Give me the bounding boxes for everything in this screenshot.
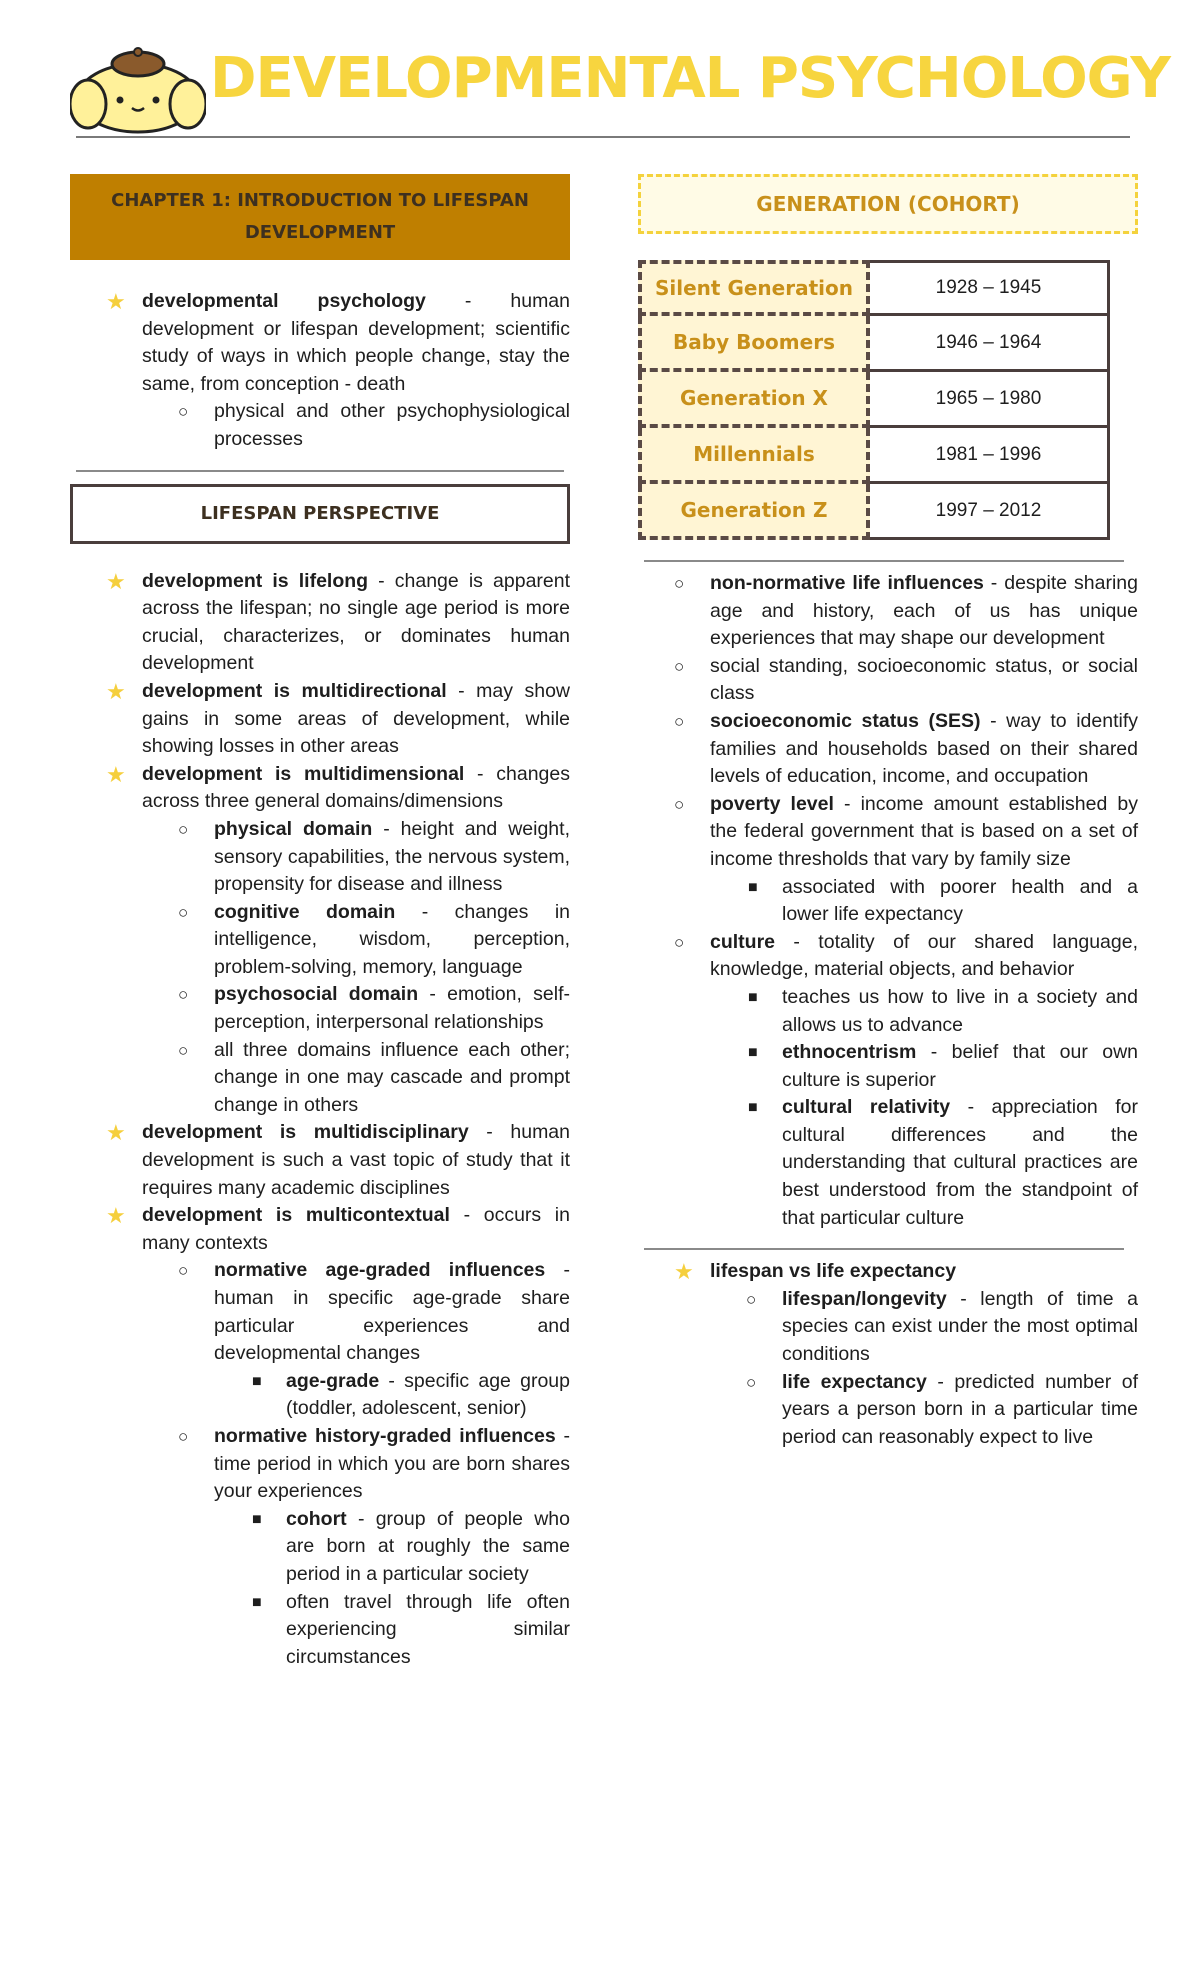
- list-item: ○ non-normative life influences - despite sharing age and history, each of us has unique experiences that may shape our development: [674, 572, 1138, 650]
- circle-bullet-icon: ○: [674, 794, 685, 814]
- list-item: ○ poverty level - income amount established by the federal government that is based on a set of income thresholds that vary by family size ■ associated with poorer health and a lower life expectancy: [638, 791, 1138, 929]
- table-row: [638, 260, 1118, 316]
- intro-list: [70, 288, 570, 454]
- list-item: ★ development is lifelong - change is apparent across the lifespan; no single age period is more crucial, characterizes, or dominates human development: [106, 568, 571, 675]
- circle-bullet-icon: ○: [674, 711, 685, 731]
- circle-bullet-icon: ○: [178, 402, 189, 422]
- list-item: ■ teaches us how to live in a society and allows us to advance: [748, 985, 1138, 1036]
- list-item: ★ developmental psychology - human development or lifespan development; scientific study of ways in which people change, stay the same, from conception - death ○ physical and other psychophysiological processes: [70, 288, 570, 454]
- list-item: ★ development is multidimensional - changes across three general domains/dimensions ○ physical domain - height and weight, sensory capabilities, the nervous system, propensity for disease and illness ○ cognitive domain - changes in intelligence, wisdom, perception, problem-solving, memory, language ○ psychosocial domain - emotion, self-perception, interpersonal relationships ○ all three domains influence each other; change in one may cascade and prompt change in others: [70, 761, 570, 1120]
- list-item: ○ physical domain - height and weight, sensory capabilities, the nervous system, propensity for disease and illness: [178, 817, 570, 896]
- list-item: ■ associated with poorer health and a lower life expectancy: [748, 875, 1138, 926]
- circle-bullet-icon: ○: [746, 1372, 757, 1392]
- list-item: ■ cohort - group of people who are born at roughly the same period in a particular society: [252, 1507, 570, 1585]
- circle-bullet-icon: ○: [178, 819, 189, 839]
- left-column: [70, 174, 570, 1671]
- list-item: ○ normative age-graded influences - human in specific age-grade share particular experiences and developmental changes ■ age-grade - specific age group (toddler, adolescent, senior): [142, 1257, 570, 1423]
- generation-name: Millennials: [638, 428, 870, 484]
- section-divider: [644, 1248, 1124, 1250]
- list-item: ★ lifespan vs life expectancy ○ lifespan/longevity - length of time a species can exist under the most optimal conditions ○ life expectancy - predicted number of years a person born in a particular time period can reasonably expect to live: [638, 1258, 1138, 1451]
- circle-bullet-icon: ○: [178, 1426, 189, 1446]
- header-divider: [76, 136, 1130, 138]
- generation-years: 1946 – 1964: [870, 316, 1110, 372]
- star-icon: ★: [106, 678, 126, 704]
- list-item: ○ culture - totality of our shared language, knowledge, material objects, and behavior ■ teaches us how to live in a society and allows us to advance ■ ethnocentrism - belief that our own culture is superior ■ cultural relativity - appreciation for cultural differences and the understanding that cultural practices are best understood from the standpoint of that particular culture: [638, 929, 1138, 1233]
- generation-years: 1981 – 1996: [870, 428, 1110, 484]
- star-icon: ★: [106, 761, 126, 787]
- page-header: [70, 40, 1170, 140]
- star-icon: ★: [674, 1259, 694, 1285]
- generation-name: Generation X: [638, 372, 870, 428]
- generation-heading: GENERATION (COHORT): [638, 174, 1138, 234]
- circle-bullet-icon: ○: [674, 932, 685, 952]
- square-bullet-icon: ■: [748, 878, 758, 896]
- generation-name: Silent Generation: [638, 260, 870, 316]
- star-icon: ★: [106, 568, 126, 594]
- lifespan-vs-list: [638, 1258, 1138, 1451]
- circle-bullet-icon: ○: [746, 1289, 757, 1309]
- square-bullet-icon: ■: [748, 988, 758, 1006]
- circle-bullet-icon: ○: [178, 1261, 189, 1281]
- table-row: [638, 372, 1118, 428]
- list-item: ■ ethnocentrism - belief that our own culture is superior: [748, 1041, 1138, 1091]
- list-item: ○ social standing, socioeconomic status, or social class: [674, 654, 1138, 705]
- circle-bullet-icon: ○: [674, 574, 685, 593]
- list-item: ○ all three domains influence each other; change in one may cascade and prompt change in others: [178, 1038, 570, 1116]
- list-item: ○ life expectancy - predicted number of years a person born in a particular time period can reasonably expect to live: [746, 1370, 1138, 1448]
- circle-bullet-icon: ○: [178, 902, 189, 922]
- square-bullet-icon: ■: [252, 1510, 262, 1528]
- star-icon: ★: [106, 289, 126, 314]
- generation-years: 1928 – 1945: [870, 260, 1110, 316]
- generation-name: Generation Z: [638, 484, 870, 540]
- list-item: ★ development is multicontextual - occurs in many contexts ○ normative age-graded influences - human in specific age-grade share particular experiences and developmental changes ■ age-grade - specific age group (toddler, adolescent, senior) ○ normative history-graded influences - time period in which you are born shares your experiences ■ cohort - group of people who are born at roughly the same period in a particular society ■ often travel through life often experiencing similar circumstances: [70, 1202, 570, 1671]
- term: developmental psychology: [142, 290, 426, 312]
- square-bullet-icon: ■: [748, 1044, 758, 1062]
- circle-bullet-icon: ○: [178, 985, 189, 1005]
- list-item: ■ age-grade - specific age group (toddler, adolescent, senior): [252, 1369, 570, 1420]
- table-row: [638, 484, 1118, 540]
- lifespan-heading: LIFESPAN PERSPECTIVE: [70, 484, 570, 544]
- circle-bullet-icon: ○: [674, 656, 685, 676]
- list-item: ○ physical and other psychophysiological processes: [178, 400, 570, 450]
- list-item: ★ development is multidisciplinary - human development is such a vast topic of study that it requires many academic disciplines: [106, 1120, 570, 1199]
- list-item: ■ often travel through life often experiencing similar circumstances: [252, 1590, 570, 1668]
- generation-table: [638, 260, 1118, 540]
- list-item: ○ socioeconomic status (SES) - way to identify families and households based on their shared levels of education, income, and occupation: [674, 709, 1139, 788]
- list-item: ★ development is multidirectional - may show gains in some areas of development, while showing losses in other areas: [106, 678, 571, 758]
- section-divider: [644, 560, 1124, 562]
- chapter-heading: CHAPTER 1: INTRODUCTION TO LIFESPAN DEVELOPMENT: [70, 174, 570, 260]
- pompompurin-icon: [70, 40, 206, 136]
- table-row: [638, 316, 1118, 372]
- generation-name: Baby Boomers: [638, 316, 870, 372]
- list-item: ○ lifespan/longevity - length of time a species can exist under the most optimal conditions: [746, 1287, 1138, 1366]
- table-row: [638, 428, 1118, 484]
- square-bullet-icon: ■: [252, 1593, 262, 1611]
- list-item: ■ cultural relativity - appreciation for cultural differences and the understanding that cultural practices are best understood from the standpoint of that particular culture: [748, 1096, 1138, 1229]
- star-icon: ★: [106, 1120, 126, 1146]
- square-bullet-icon: ■: [252, 1372, 262, 1390]
- generation-years: 1997 – 2012: [870, 484, 1110, 540]
- star-icon: ★: [106, 1203, 126, 1229]
- list-item: ○ psychosocial domain - emotion, self-perception, interpersonal relationships: [178, 983, 570, 1034]
- circle-bullet-icon: ○: [178, 1040, 189, 1060]
- generation-years: 1965 – 1980: [870, 372, 1110, 428]
- influences-list: [638, 570, 1138, 1232]
- list-item: ○ normative history-graded influences - time period in which you are born shares your experiences ■ cohort - group of people who are born at roughly the same period in a particular society ■ often travel through life often experiencing similar circumstances: [142, 1423, 570, 1671]
- list-item: ○ cognitive domain - changes in intelligence, wisdom, perception, problem-solving, memory, language: [178, 900, 570, 978]
- right-column: [638, 174, 1138, 1451]
- section-divider: [76, 470, 564, 472]
- page-title: DEVELOPMENTAL PSYCHOLOGY: [210, 46, 1170, 111]
- square-bullet-icon: ■: [748, 1099, 758, 1117]
- lifespan-list: [70, 568, 570, 1672]
